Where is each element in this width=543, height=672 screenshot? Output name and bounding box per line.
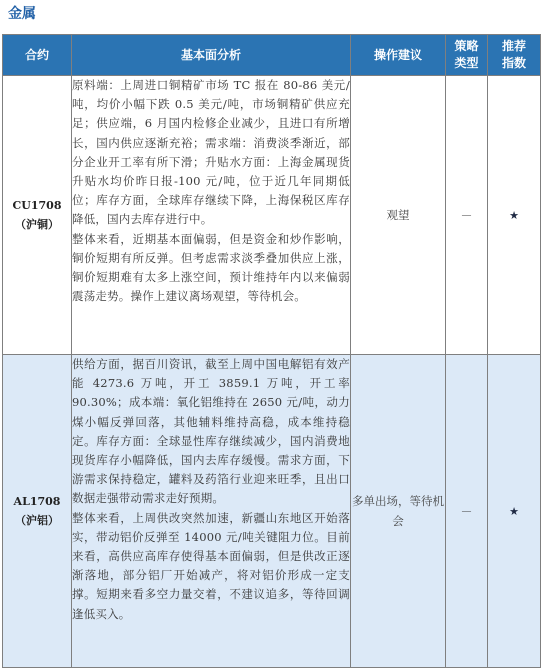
contract-cell [3,355,72,668]
header-rating [488,35,541,76]
contract-code: CU1708 [12,199,62,212]
contract-code: AL1708 [13,495,61,508]
header-rating-line1: 推荐 [501,39,526,53]
advice-cell: 观望 [351,76,446,355]
analysis-cell [72,355,351,668]
analysis-paragraph-1: 原料端：上周进口铜精矿市场 TC 报在 80-86 美元/吨，均价小幅下跌 0.5 美元/吨，市场铜精矿供应充足；供应端，6 月国内检修企业减少，且进口有所增长，国内供应逐渐充裕；需求端：消费淡季渐近，部分企业开工率有所下滑；升贴水方面：上海金属现货升贴水均价昨日报-100 元/吨，位于近几年同期低位；库存方面，全球库存继续下降，上海保税区库存降低，国内去库存进行中。 [72,78,350,227]
header-strategy-type-line1: 策略 [454,39,479,53]
analysis-paragraph-2: 整体来看，近期基本面偏弱，但是资金和炒作影响，铜价短期有所反弹。但考虑需求淡季叠加供应上涨，铜价短期难有太多上涨空间，预计维持年内以来偏弱震荡走势。操作上建议离场观望，等待机会。 [72,231,350,304]
metals-table [2,34,541,668]
contract-name: （沪铝） [15,514,59,527]
analysis-cell [72,76,351,355]
contract-name: （沪铜） [15,218,59,231]
strategy-type-cell: － [446,76,488,355]
header-rating-line2: 指数 [501,56,526,70]
rating-star-icon: ★ [488,76,541,355]
header-advice: 操作建议 [351,35,446,76]
advice-cell: 多单出场，等待机会 [351,355,446,668]
analysis-paragraph-2: 整体来看，上周供改突然加速，新疆山东地区开始落实，带动铝价反弹至 14000 元/吨关键阻力位。目前来看，高供应高库存使得基本面偏弱，但是供改正逐渐落地，部分铝厂开始减产，将对铝价形成一定支撑。短期来看多空力量交着，不建议追多，等待回调逢低买入。 [72,510,350,621]
header-contract: 合约 [3,35,72,76]
contract-cell [3,76,72,355]
header-analysis: 基本面分析 [72,35,351,76]
table-row-al1708 [3,355,541,668]
analysis-paragraph-1: 供给方面，据百川资讯，截至上周中国电解铝有效产能 4273.6 万吨，开工 3859.1 万吨，开工率 90.30%；成本端：氧化铝维持在 2650 元/吨，动力煤小幅反弹回落，其他辅料维持高稳，成本维持稳定。库存方面：全球显性库存继续减少，国内消费地现货库存小幅降低，国内去库存缓慢。需求方面，下游需求保持稳定，罐料及药箔行业迎来旺季，且出口数据走强带动需求走好预期。 [72,357,350,506]
section-title: 金属 [8,6,36,22]
table-header-row [3,35,541,76]
header-strategy-type [446,35,488,76]
strategy-type-cell: － [446,355,488,668]
rating-star-icon: ★ [488,355,541,668]
table-row-cu1708 [3,76,541,355]
header-strategy-type-line2: 类型 [454,56,479,70]
